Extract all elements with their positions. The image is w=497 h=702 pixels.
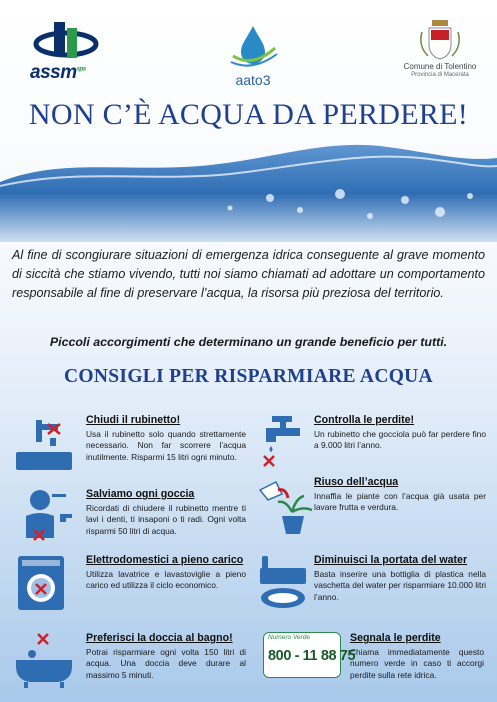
- tip-text: Utilizza lavatrice e lavastoviglie a pieno carico ed utilizza il ciclo economico.: [86, 569, 246, 591]
- water-drop-icon: [223, 22, 283, 72]
- bathtub-icon: [14, 632, 74, 692]
- asm-logo-mark: [30, 20, 108, 66]
- tip-text: Innaffia le piante con l’acqua già usata per lavare frutta e verdura.: [314, 491, 486, 513]
- tip-title: Preferisci la doccia al bagno!: [86, 632, 233, 644]
- brushing-teeth-icon: [14, 488, 74, 548]
- tip-text: Ricordati di chiudere il rubinetto mentre ti lavi i denti, ti insaponi o ti radi. Ogni volta risparmi 50 litri di acqua.: [86, 503, 246, 536]
- intro-paragraph: Al fine di scongiurare situazioni di emergenza idrica conseguente al grave momento di siccità che stiamo vivendo, tutti noi siamo chiamati ad adottare un comportamento responsabile al fine di preservare l’acqua, la risorsa più preziosa del territorio.: [12, 248, 485, 300]
- tip-text: Usa il rubinetto solo quando strettamente necessario. Non far scorrere l’acqua inutilmente. Risparmi 15 litri ogni minuto.: [86, 429, 246, 462]
- tip-title: Salviamo ogni goccia: [86, 488, 195, 500]
- logo-bar: [0, 0, 497, 96]
- washing-machine-icon: [14, 554, 74, 614]
- watering-plant-icon: [258, 476, 318, 536]
- tip-title: Elettrodomestici a pieno carico: [86, 554, 244, 566]
- toll-free-number-box: [263, 632, 356, 678]
- tip-text: Basta inserire una bottiglia di plastica nella vaschetta del water per risparmiare 10.000 litri l’anno.: [314, 569, 486, 602]
- section-subtitle: CONSIGLI PER RISPARMIARE ACQUA: [64, 366, 433, 387]
- tip-title: Riuso dell’acqua: [314, 476, 399, 488]
- page-title: NON C’È ACQUA DA PERDERE!: [28, 98, 469, 131]
- tip-text: Un rubinetto che gocciola può far perdere fino a 9.000 litri l’anno.: [314, 429, 486, 451]
- sink-icon: [14, 414, 74, 474]
- asm-logo: [30, 20, 108, 90]
- asm-logo-suffix: spa: [76, 66, 86, 73]
- tip-title: Chiudi il rubinetto!: [86, 414, 181, 426]
- comune-name: Comune di Tolentino: [403, 62, 477, 71]
- comune-logo: [400, 16, 480, 92]
- toll-free-number: 800 - 11 88 75: [268, 648, 356, 664]
- aato-logo: [223, 22, 283, 92]
- tip-title: Controlla le perdite!: [314, 414, 415, 426]
- aato-logo-text: aato3: [235, 72, 271, 88]
- coat-of-arms-icon: [400, 16, 480, 62]
- emphasis-line: Piccoli accorgimenti che determinano un grande beneficio per tutti.: [49, 335, 448, 349]
- asm-logo-text: assm: [30, 62, 77, 83]
- toilet-icon: [258, 554, 318, 614]
- comune-province: Provincia di Macerata: [411, 72, 469, 78]
- tip-text: Chiama immediatamente questo numero verde in caso ti accorgi perdite sulla rete idrica.: [350, 647, 484, 680]
- tip-title: Diminuisci la portata del water: [314, 554, 468, 566]
- water-wave-image: [0, 138, 497, 242]
- tip-title: Segnala le perdite: [350, 632, 441, 644]
- tip-text: Potrai risparmiare ogni volta 150 litri di acqua. Una doccia deve durare al massimo 5 minuti.: [86, 647, 246, 680]
- toll-free-label: Numero Verde: [268, 634, 311, 641]
- dripping-tap-icon: [258, 414, 318, 474]
